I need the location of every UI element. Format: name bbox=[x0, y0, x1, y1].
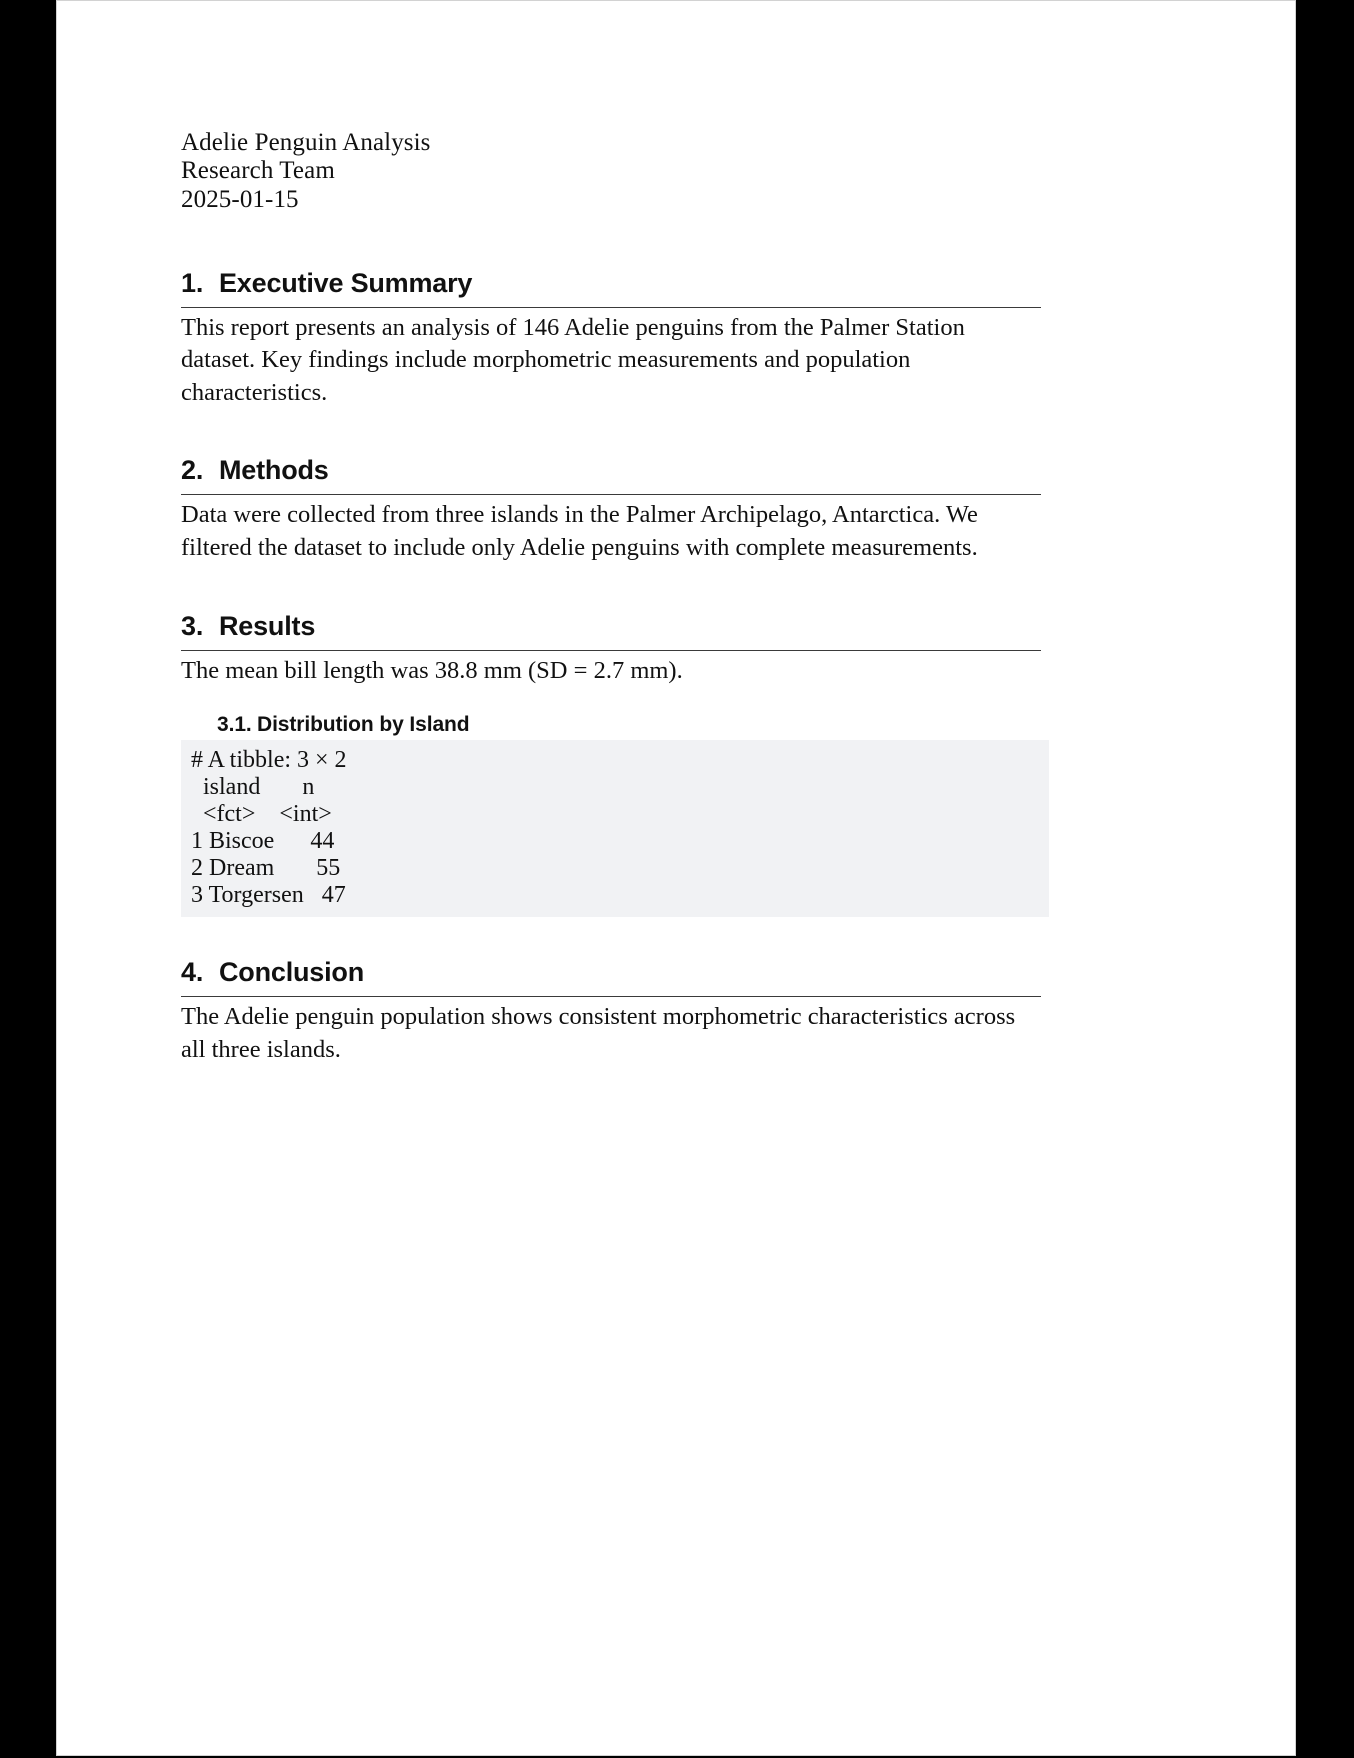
heading-number: 2. bbox=[181, 455, 204, 486]
code-output-block bbox=[181, 740, 1049, 917]
code-line-column-types: <fct> <int> bbox=[191, 800, 332, 827]
document-date: 2025-01-15 bbox=[181, 185, 299, 213]
section-executive-summary bbox=[181, 268, 1041, 410]
document-title: Adelie Penguin Analysis bbox=[181, 129, 431, 156]
heading-results bbox=[181, 611, 1041, 651]
document-author: Research Team bbox=[181, 157, 335, 185]
code-line-tibble-header: # A tibble: 3 × 2 bbox=[191, 747, 347, 774]
subheading-text: Distribution by Island bbox=[257, 713, 470, 737]
table-row: 3 Torgersen 47 bbox=[191, 881, 346, 908]
heading-text: Results bbox=[219, 610, 316, 641]
table-row: 2 Dream 55 bbox=[191, 854, 341, 881]
paragraph-conclusion: The Adelie penguin population shows consistent morphometric characteristics across all three islands. bbox=[181, 1003, 1016, 1064]
heading-text: Conclusion bbox=[219, 957, 364, 988]
heading-methods bbox=[181, 455, 1041, 495]
heading-text: Executive Summary bbox=[219, 267, 473, 298]
table-row: 1 Biscoe 44 bbox=[191, 827, 335, 854]
paragraph-executive-summary: This report presents an analysis of 146 Adelie penguins from the Palmer Station dataset. Key findings include morphometric measurements and population characteristics. bbox=[181, 313, 965, 406]
paragraph-methods: Data were collected from three islands in the Palmer Archipelago, Antarctica. We filtered the dataset to include only Adelie penguins with complete measurements. bbox=[181, 501, 978, 562]
document-content bbox=[181, 129, 1041, 1113]
section-methods bbox=[181, 455, 1041, 564]
heading-number: 1. bbox=[181, 267, 204, 298]
code-line-column-names: island n bbox=[191, 774, 315, 801]
section-conclusion bbox=[181, 957, 1041, 1066]
heading-executive-summary bbox=[181, 268, 1041, 308]
heading-conclusion bbox=[181, 957, 1041, 997]
section-results bbox=[181, 611, 1041, 918]
heading-number: 4. bbox=[181, 957, 204, 988]
heading-text: Methods bbox=[219, 455, 329, 486]
paragraph-results: The mean bill length was 38.8 mm (SD = 2.7 mm). bbox=[181, 656, 683, 684]
heading-number: 3. bbox=[181, 610, 204, 641]
subheading-number: 3.1. bbox=[217, 713, 252, 737]
heading-distribution-by-island bbox=[217, 713, 1041, 737]
document-page bbox=[56, 0, 1296, 1756]
document-title-block bbox=[181, 129, 1041, 214]
